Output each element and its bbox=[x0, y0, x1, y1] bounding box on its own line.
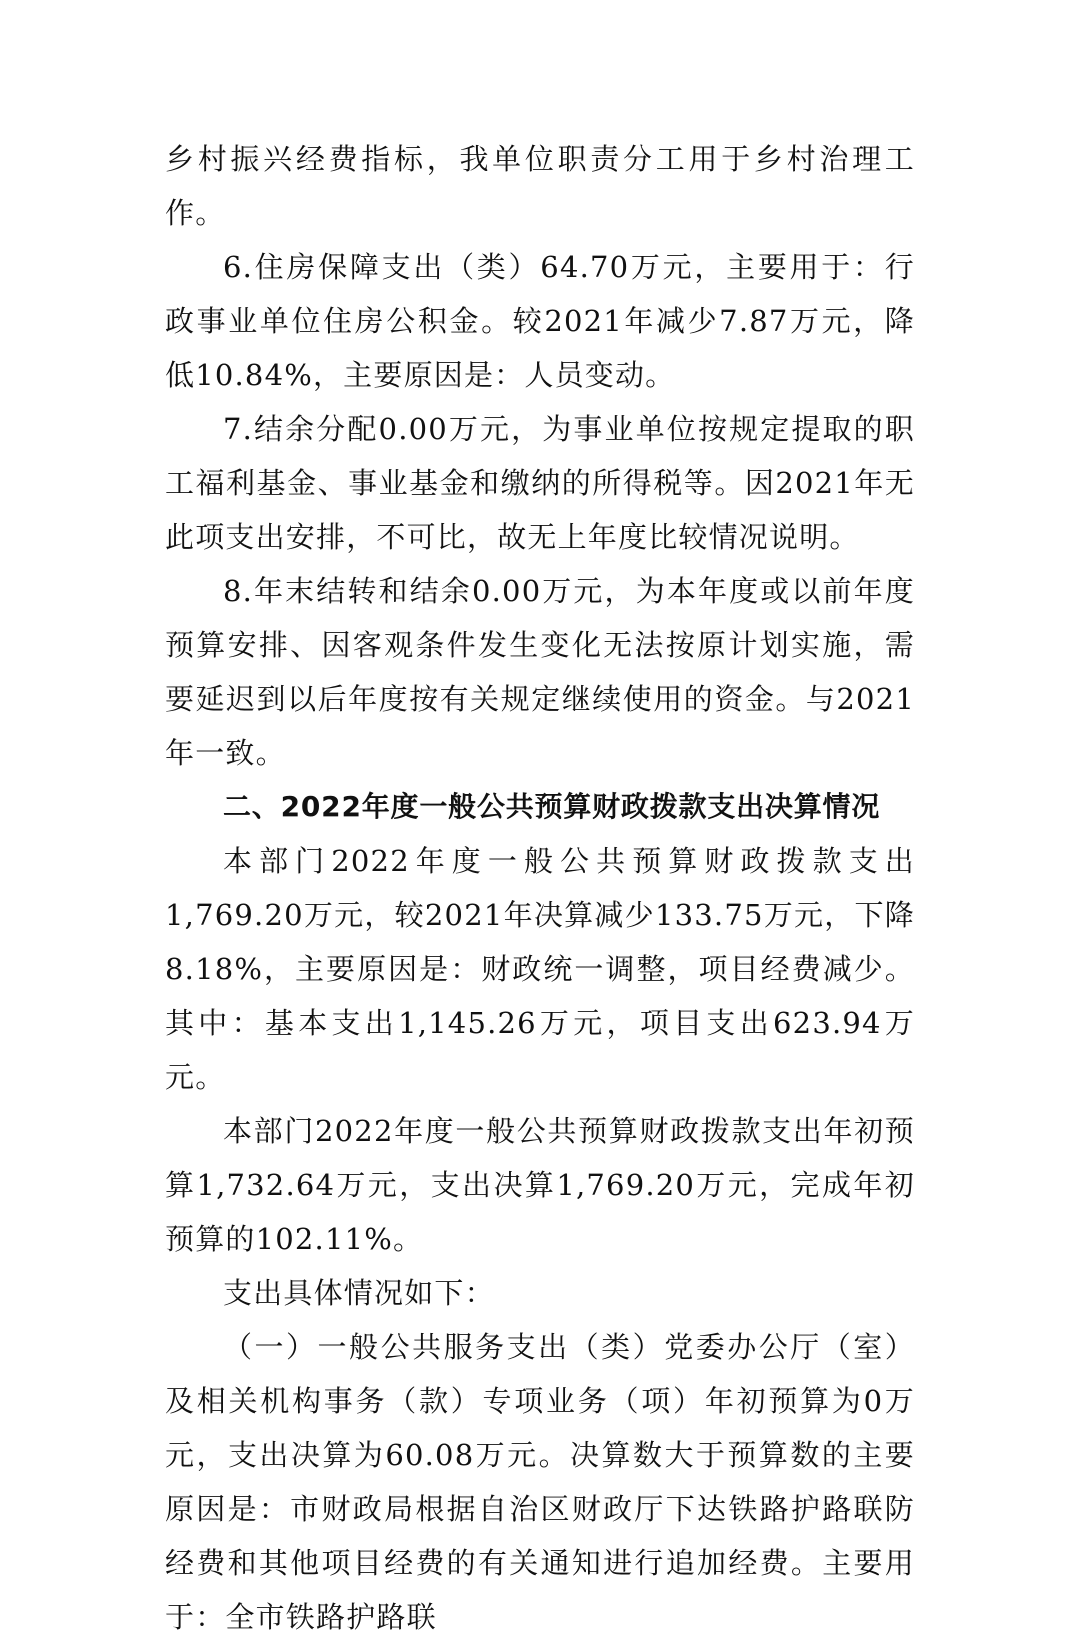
section-heading-2022-budget: 二、2022年度一般公共预算财政拨款支出决算情况 bbox=[223, 790, 881, 823]
document-body bbox=[165, 132, 915, 1644]
paragraph-general-budget-expenditure: 本部门2022年度一般公共预算财政拨款支出1,769.20万元，较2021年决算减少133.75万元，下降8.18%，主要原因是：财政统一调整，项目经费减少。 其中：基本支出1,145.26万元，项目支出623.94万元。 bbox=[165, 844, 915, 1094]
paragraph-budget-completion: 本部门2022年度一般公共预算财政拨款支出年初预算1,732.64万元，支出决算1,769.20万元，完成年初预算的102.11%。 bbox=[165, 1114, 915, 1256]
paragraph-rural-revitalization: 乡村振兴经费指标，我单位职责分工用于乡村治理工作。 bbox=[165, 142, 915, 230]
paragraph-expenditure-details-intro: 支出具体情况如下： bbox=[223, 1276, 495, 1310]
paragraph-surplus-distribution: 7.结余分配0.00万元，为事业单位按规定提取的职工福利基金、事业基金和缴纳的所得税等。因2021年无此项支出安排，不可比，故无上年度比较情况说明。 bbox=[165, 412, 915, 554]
paragraph-general-public-services: （一）一般公共服务支出（类）党委办公厅（室）及相关机构事务（款）专项业务（项）年初预算为0万元，支出决算为60.08万元。决算数大于预算数的主要原因是：市财政局根据自治区财政厅下达铁路护路联防经费和其他项目经费的有关通知进行追加经费。主要用于：全市铁路护路联 bbox=[165, 1330, 915, 1634]
paragraph-year-end-carryover: 8.年末结转和结余0.00万元，为本年度或以前年度预算安排、因客观条件发生变化无法按原计划实施，需要延迟到以后年度按有关规定继续使用的资金。与2021年一致。 bbox=[165, 574, 915, 770]
paragraph-housing-expenditure: 6.住房保障支出（类）64.70万元，主要用于：行政事业单位住房公积金。较2021年减少7.87万元，降低10.84%，主要原因是：人员变动。 bbox=[165, 250, 915, 392]
